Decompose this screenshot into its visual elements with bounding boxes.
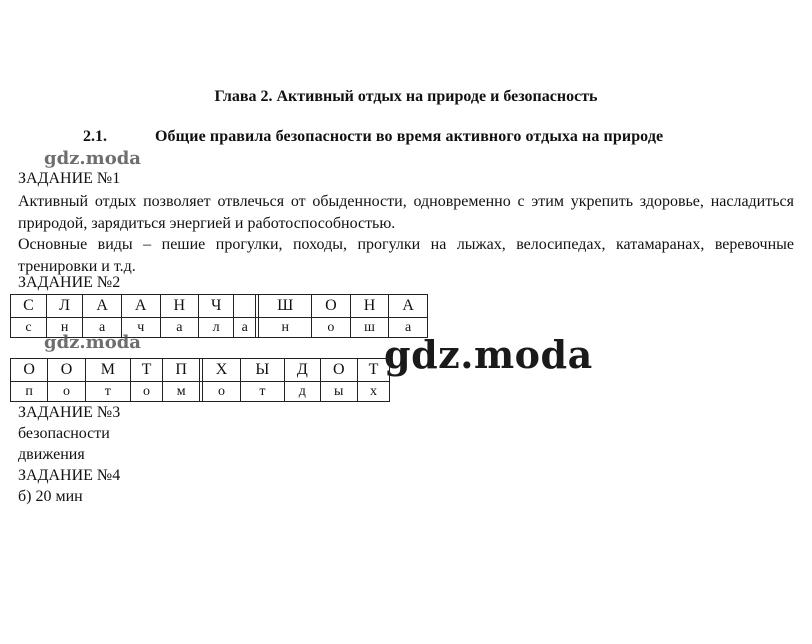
table-cell: ч (121, 318, 160, 338)
table-cell: М (85, 359, 130, 382)
table-cell: о (48, 382, 85, 402)
table-cell: м (163, 382, 200, 402)
table-cell: Т (130, 359, 162, 382)
watermark-small-1: gdz.moda (44, 148, 141, 169)
table-cell: О (312, 295, 351, 318)
chapter-title: Глава 2. Активный отдых на природе и безопасность (214, 88, 598, 105)
table-cell: Ш (259, 295, 312, 318)
table-cell (234, 295, 256, 318)
table-cell: о (312, 318, 351, 338)
table-cell: о (130, 382, 162, 402)
table-cell: Н (350, 295, 389, 318)
table-cell: Х (203, 359, 240, 382)
task1-heading: ЗАДАНИЕ №1 (18, 170, 121, 187)
table-cell: т (85, 382, 130, 402)
table-cell: п (11, 382, 48, 402)
table-cell: х (357, 382, 389, 402)
task1-paragraph-1: Активный отдых позволяет отвлечься от обыденности, одновременно с этим укрепить здоровье, насладиться природой, зарядиться энергией и работоспособностью. (18, 193, 794, 232)
table-cell: а (83, 318, 122, 338)
letter-table-2-lower-row (11, 382, 390, 402)
table-cell: а (160, 318, 199, 338)
table-cell: Т (357, 359, 389, 382)
table-cell: н (46, 318, 82, 338)
task4-answer: б) 20 мин (18, 488, 83, 505)
task3-heading: ЗАДАНИЕ №3 (18, 404, 121, 421)
table-cell: П (163, 359, 200, 382)
table-cell: О (48, 359, 85, 382)
table-cell: Л (46, 295, 82, 318)
section-title: Общие правила безопасности во время активного отдыха на природе (155, 128, 664, 145)
task1-paragraph-2: Основные виды – пешие прогулки, походы, прогулки на лыжах, велосипедах, катамаранах, веревочные тренировки и т.д. (18, 236, 794, 275)
table-cell: А (389, 295, 428, 318)
table-cell: А (121, 295, 160, 318)
table-cell: Ч (199, 295, 234, 318)
table-cell: Ы (240, 359, 284, 382)
table-cell: Д (285, 359, 320, 382)
table-cell: а (234, 318, 256, 338)
task4-heading: ЗАДАНИЕ №4 (18, 467, 121, 484)
table-cell: О (320, 359, 357, 382)
letter-table-1-upper-row (11, 295, 428, 318)
letter-table-2 (10, 358, 390, 402)
table-cell: О (11, 359, 48, 382)
table-cell: с (11, 318, 47, 338)
table-cell: ш (350, 318, 389, 338)
task3-answer-1: безопасности (18, 425, 110, 442)
letter-table-2-upper-row (11, 359, 390, 382)
watermark-large: gdz.moda (384, 332, 593, 377)
table-cell: Н (160, 295, 199, 318)
table-cell: о (203, 382, 240, 402)
table-cell: н (259, 318, 312, 338)
table-cell: а (389, 318, 428, 338)
table-cell: л (199, 318, 234, 338)
task2-heading: ЗАДАНИЕ №2 (18, 274, 121, 291)
table-cell: А (83, 295, 122, 318)
table-cell: ы (320, 382, 357, 402)
table-cell: т (240, 382, 284, 402)
task3-answer-2: движения (18, 446, 85, 463)
table-cell: С (11, 295, 47, 318)
watermark-small-2: gdz.moda (44, 332, 141, 353)
table-cell: д (285, 382, 320, 402)
section-number: 2.1. (83, 128, 107, 145)
